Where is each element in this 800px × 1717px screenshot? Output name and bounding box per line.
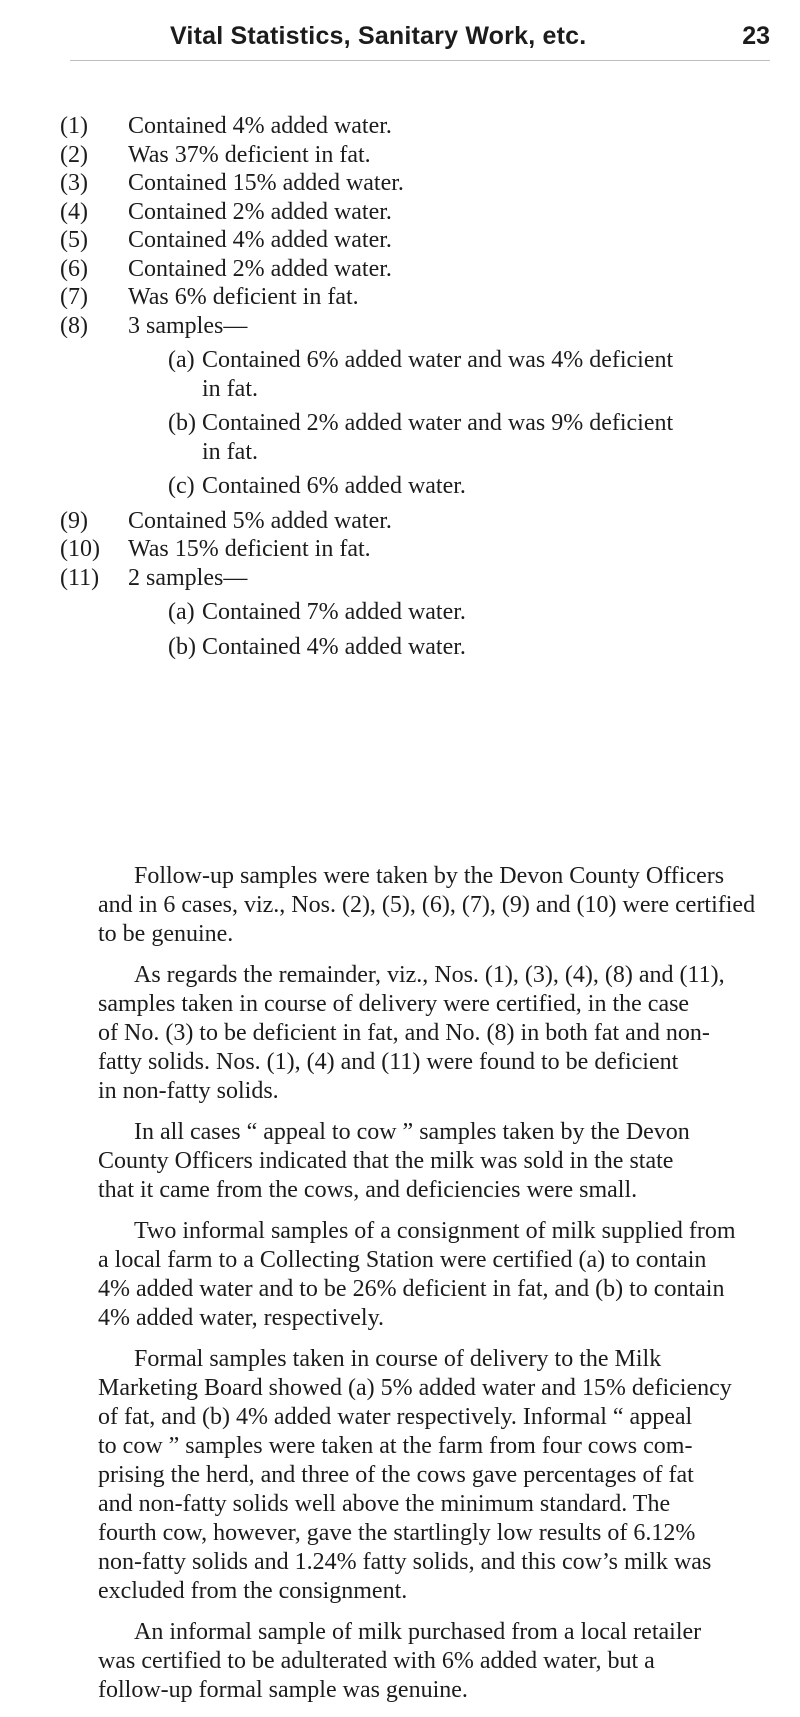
paragraph [98, 961, 782, 1106]
sub-item-text: Contained 4% added water. [202, 633, 466, 660]
list-item [60, 112, 790, 141]
text-line: samples taken in course of delivery were certified, in the case [98, 991, 690, 1017]
text-line: County Officers indicated that the milk was sold in the state [98, 1148, 674, 1174]
text-line: of No. (3) to be deficient in fat, and No. (8) in both fat and non- [98, 1020, 710, 1046]
text-line: a local farm to a Collecting Station were certified (a) to contain [98, 1247, 707, 1273]
sub-item-text: Contained 2% added water and was 9% deficient [202, 410, 674, 436]
text-line: to be genuine. [98, 921, 234, 947]
sub-item-text-continued: in fat. [202, 375, 258, 402]
paragraph [98, 1345, 782, 1606]
text-line: 4% added water and to be 26% deficient in fat, and (b) to contain [98, 1276, 725, 1302]
list-item [60, 564, 790, 593]
item-number: (3) [60, 170, 88, 196]
item-text: 3 samples— [128, 312, 248, 339]
item-number: (1) [60, 113, 88, 139]
list-item [60, 535, 790, 564]
text-line: prising the herd, and three of the cows gave percentages of fat [98, 1462, 694, 1488]
sub-item-label: (b) [168, 410, 196, 436]
text-line: As regards the remainder, viz., Nos. (1), (3), (4), (8) and (11), [134, 962, 725, 988]
text-line: to cow ” samples were taken at the farm from four cows com- [98, 1433, 693, 1459]
item-number: (5) [60, 227, 88, 253]
text-line: follow-up formal sample was genuine. [98, 1677, 468, 1703]
sub-item-label: (b) [168, 633, 196, 660]
paragraph [98, 1118, 782, 1205]
item-text: Contained 4% added water. [128, 113, 392, 139]
sub-item-label: (a) [168, 599, 195, 625]
item-text: Contained 2% added water. [128, 255, 392, 282]
text-line: non-fatty solids and 1.24% fatty solids, and this cow’s milk was [98, 1549, 712, 1575]
item-text: Was 15% deficient in fat. [128, 536, 371, 562]
item-number: (11) [60, 564, 100, 591]
text-line: Formal samples taken in course of delivery to the Milk [134, 1346, 662, 1372]
item-text: Was 37% deficient in fat. [128, 141, 371, 168]
sample-results-list [60, 112, 790, 661]
item-text: Was 6% deficient in fat. [128, 284, 359, 310]
item-text: Contained 15% added water. [128, 170, 404, 196]
sub-item [168, 346, 790, 403]
list-item [60, 507, 790, 536]
sub-item [168, 472, 790, 501]
text-line: Marketing Board showed (a) 5% added water and 15% deficiency [98, 1375, 732, 1401]
body-text [98, 862, 782, 1717]
text-line: fatty solids. Nos. (1), (4) and (11) were found to be deficient [98, 1049, 679, 1075]
item-number: (2) [60, 141, 88, 168]
text-line: An informal sample of milk purchased from a local retailer [134, 1619, 702, 1645]
list-item [60, 141, 790, 170]
sub-item [168, 633, 790, 662]
item-number: (10) [60, 536, 100, 562]
sub-item-label: (a) [168, 347, 195, 373]
item-number: (9) [60, 507, 88, 534]
sub-item [168, 598, 790, 627]
paragraph [98, 862, 782, 949]
text-line: excluded from the consignment. [98, 1578, 408, 1604]
list-item [60, 169, 790, 198]
sub-item-text: Contained 7% added water. [202, 599, 466, 625]
list-item [60, 312, 790, 341]
text-line: 4% added water, respectively. [98, 1305, 385, 1331]
paragraph [98, 1618, 782, 1705]
page-header [70, 16, 770, 61]
item-text: Contained 4% added water. [128, 227, 392, 253]
list-item [60, 198, 790, 227]
text-line: that it came from the cows, and deficiencies were small. [98, 1177, 638, 1203]
text-line: Two informal samples of a consignment of milk supplied from [134, 1218, 736, 1244]
text-line: fourth cow, however, gave the startlingly low results of 6.12% [98, 1520, 696, 1546]
list-item [60, 226, 790, 255]
text-line: In all cases “ appeal to cow ” samples taken by the Devon [134, 1119, 690, 1145]
item-text: 2 samples— [128, 564, 248, 591]
item-number: (8) [60, 312, 88, 339]
item-number: (6) [60, 255, 88, 282]
list-item [60, 283, 790, 312]
sub-item-text-continued: in fat. [202, 438, 258, 465]
text-line: in non-fatty solids. [98, 1078, 279, 1104]
text-line: and in 6 cases, viz., Nos. (2), (5), (6), (7), (9) and (10) were certified [98, 892, 756, 918]
item-text: Contained 2% added water. [128, 198, 392, 225]
item-number: (7) [60, 284, 88, 310]
sub-item-label: (c) [168, 473, 195, 499]
item-text: Contained 5% added water. [128, 507, 392, 534]
item-number: (4) [60, 198, 88, 225]
sub-item-text: Contained 6% added water. [202, 473, 466, 499]
paragraph [98, 1217, 782, 1333]
text-line: of fat, and (b) 4% added water respectively. Informal “ appeal [98, 1404, 693, 1430]
page-number: 23 [742, 22, 770, 50]
text-line: Follow-up samples were taken by the Devon County Officers [134, 863, 725, 889]
sub-item-text: Contained 6% added water and was 4% deficient [202, 347, 674, 373]
text-line: was certified to be adulterated with 6% added water, but a [98, 1648, 655, 1674]
list-item [60, 255, 790, 284]
sub-item [168, 409, 790, 466]
running-title: Vital Statistics, Sanitary Work, etc. [170, 22, 587, 50]
text-line: and non-fatty solids well above the minimum standard. The [98, 1491, 671, 1517]
